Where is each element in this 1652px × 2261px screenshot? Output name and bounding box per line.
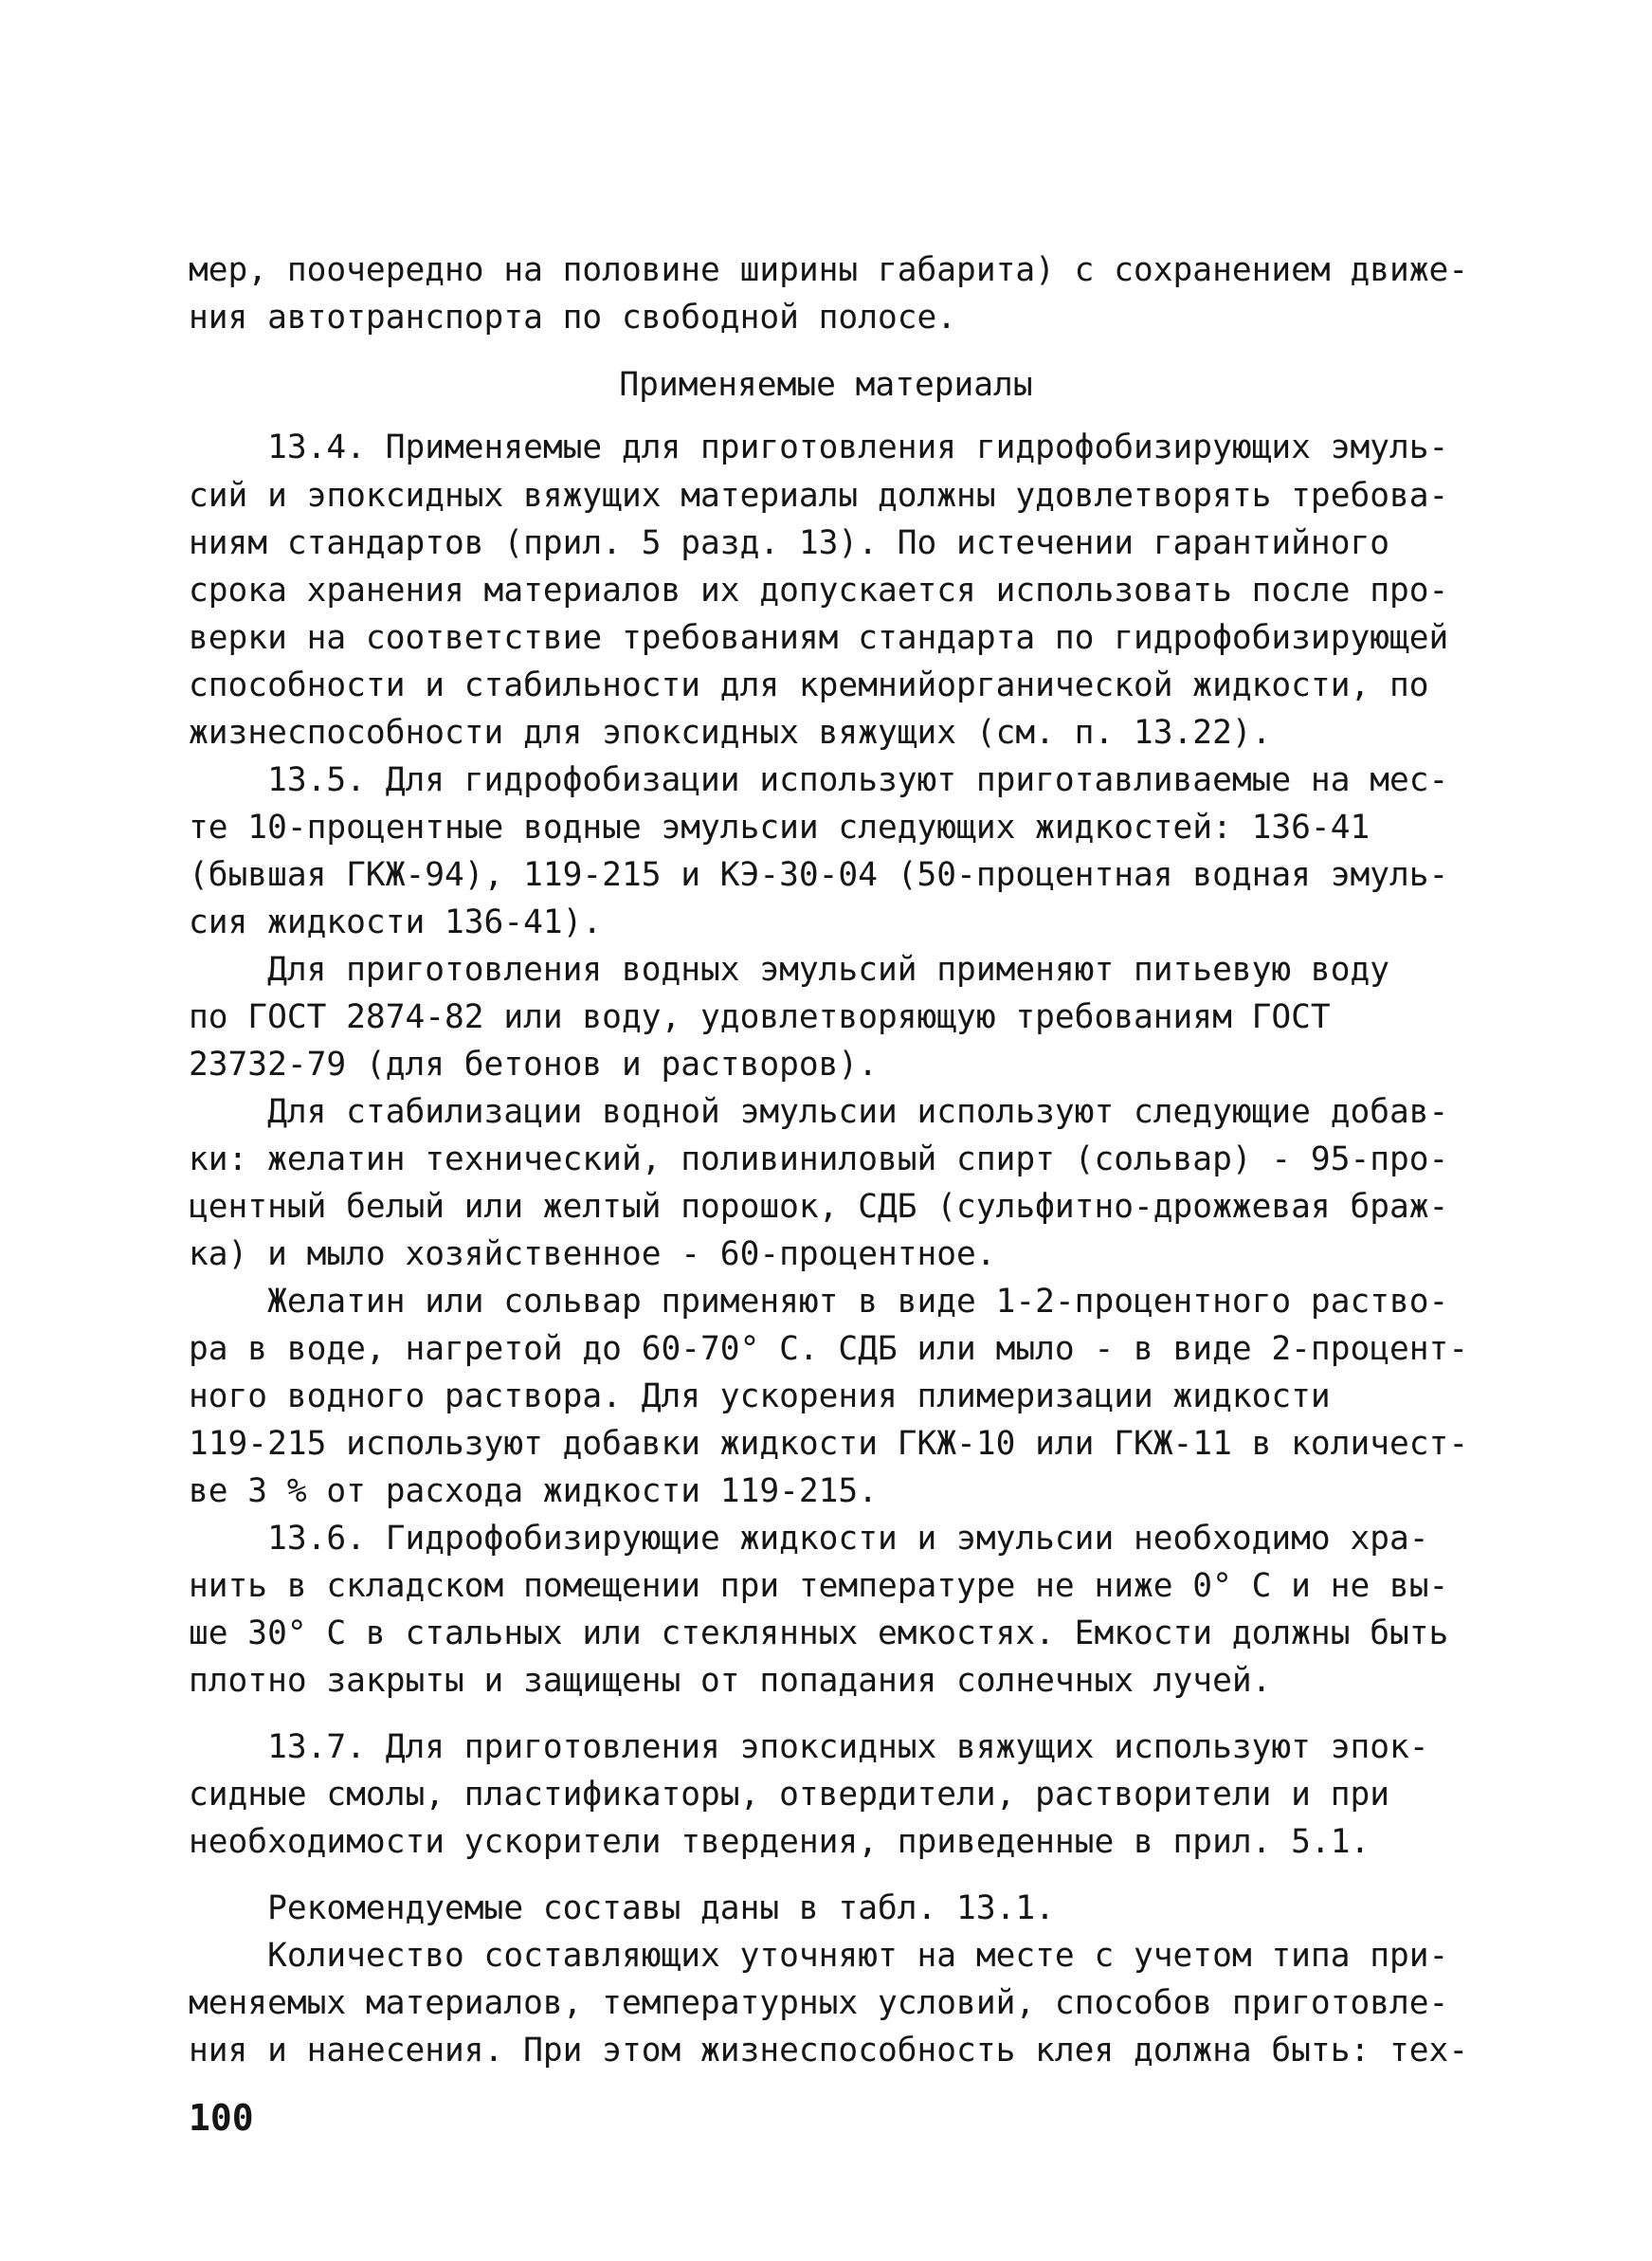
text-line: нить в складском помещении при температуре не ниже 0° С и не вы- — [189, 1567, 1449, 1605]
text-line: ниям стандартов (прил. 5 разд. 13). По истечении гарантийного — [189, 524, 1390, 562]
text-line: ния и нанесения. При этом жизнеспособность клея должна быть: тех- — [189, 2032, 1469, 2070]
text-line: ше 30° С в стальных или стеклянных емкостях. Емкости должны быть — [189, 1614, 1449, 1652]
text-line: мер, поочередно на половине ширины габарита) с сохранением движе- — [189, 251, 1469, 289]
text-line: ного водного раствора. Для ускорения плимеризации жидкости — [189, 1377, 1331, 1415]
text-line: необходимости ускорители твердения, приведенные в прил. 5.1. — [189, 1823, 1371, 1861]
text-line: те 10-процентные водные эмульсии следующих жидкостей: 136-41 — [189, 809, 1371, 847]
text-line: 119-215 используют добавки жидкости ГКЖ-10 или ГКЖ-11 в количест- — [189, 1425, 1469, 1463]
text-line: ния автотранспорта по свободной полосе. — [189, 299, 957, 337]
text-line: сий и эпоксидных вяжущих материалы должны удовлетворять требова- — [189, 477, 1449, 515]
text-line: ра в воде, нагретой до 60-70° С. СДБ или мыло - в виде 2-процент- — [189, 1330, 1469, 1368]
text-line: ки: желатин технический, поливиниловый спирт (сольвар) - 95-про- — [189, 1140, 1449, 1178]
page-number: 100 — [189, 2097, 254, 2139]
text-line: (бывшая ГКЖ-94), 119-215 и КЭ-30-04 (50-процентная водная эмуль- — [189, 856, 1449, 894]
text-line: 13.4. Применяемые для приготовления гидрофобизирующих эмуль- — [189, 428, 1449, 466]
text-line: 13.5. Для гидрофобизации используют приготавливаемые на мес- — [189, 761, 1449, 799]
text-line: Для приготовления водных эмульсий применяют питьевую воду — [189, 951, 1390, 989]
text-line: срока хранения материалов их допускается использовать после про- — [189, 572, 1449, 610]
text-line: ве 3 % от расхода жидкости 119-215. — [189, 1472, 878, 1510]
text-line: Для стабилизации водной эмульсии используют следующие добав- — [189, 1093, 1449, 1131]
text-line: Рекомендуемые составы даны в табл. 13.1. — [189, 1889, 1055, 1927]
text-line: сия жидкости 136-41). — [189, 903, 603, 941]
text-line: центный белый или желтый порошок, СДБ (сульфитно-дрожжевая браж- — [189, 1188, 1449, 1226]
text-line: по ГОСТ 2874-82 или воду, удовлетворяющую требованиям ГОСТ — [189, 998, 1331, 1036]
text-line: сидные смолы, пластификаторы, отвердители, растворители и при — [189, 1776, 1390, 1814]
text-line: жизнеспособности для эпоксидных вяжущих (см. п. 13.22). — [189, 714, 1272, 752]
text-line: плотно закрыты и защищены от попадания солнечных лучей. — [189, 1662, 1272, 1700]
text-line: Количество составляющих уточняют на месте с учетом типа при- — [189, 1937, 1449, 1975]
text-line: ка) и мыло хозяйственное - 60-процентное. — [189, 1235, 996, 1273]
text-line: 13.7. Для приготовления эпоксидных вяжущих используют эпок- — [189, 1728, 1429, 1766]
text-line: Желатин или сольвар применяют в виде 1-2-процентного раство- — [189, 1283, 1449, 1321]
text-line: меняемых материалов, температурных условий, способов приготовле- — [189, 1984, 1449, 2022]
text-line: верки на соответствие требованиям стандарта по гидрофобизирующей — [189, 619, 1449, 657]
section-heading: Применяемые материалы — [619, 366, 1033, 404]
text-line: 23732-79 (для бетонов и растворов). — [189, 1046, 878, 1084]
text-line: способности и стабильности для кремнийорганической жидкости, по — [189, 666, 1429, 704]
text-line: 13.6. Гидрофобизирующие жидкости и эмульсии необходимо хра- — [189, 1520, 1429, 1558]
